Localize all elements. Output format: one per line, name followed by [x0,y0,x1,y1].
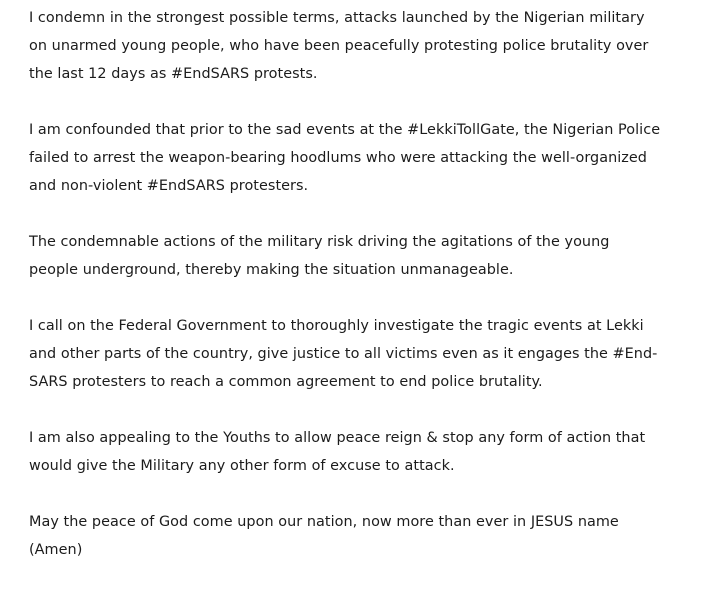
text-line: SARS protesters to reach a common agreement to end police brutality. [29,374,543,390]
text-line: I condemn in the strongest possible terms, attacks launched by the Nigerian military [29,10,645,26]
paragraph-youth-appeal [29,424,709,480]
text-line: I call on the Federal Government to thoroughly investigate the tragic events at Lekki [29,318,644,334]
paragraph-prayer [29,508,709,564]
paragraph-government-call [29,312,709,396]
text-line: and other parts of the country, give justice to all victims even as it engages the #End- [29,346,658,362]
text-line: I am confounded that prior to the sad events at the #LekkiTollGate, the Nigerian Police [29,122,661,138]
text-line: people underground, thereby making the situation unmanageable. [29,262,514,278]
paragraph-police-failure [29,116,709,200]
text-line: (Amen) [29,542,83,558]
text-line: May the peace of God come upon our nation, now more than ever in JESUS name [29,514,619,530]
text-line: I am also appealing to the Youths to allow peace reign & stop any form of action that [29,430,646,446]
paragraph-military-risk [29,228,709,284]
text-line: and non-violent #EndSARS protesters. [29,178,309,194]
statement-document [29,4,709,592]
text-line: failed to arrest the weapon-bearing hoodlums who were attacking the well-organized [29,150,647,166]
text-line: would give the Military any other form of excuse to attack. [29,458,455,474]
text-line: on unarmed young people, who have been peacefully protesting police brutality over [29,38,649,54]
text-line: the last 12 days as #EndSARS protests. [29,66,318,82]
text-line: The condemnable actions of the military risk driving the agitations of the young [29,234,610,250]
paragraph-condemnation [29,4,709,88]
